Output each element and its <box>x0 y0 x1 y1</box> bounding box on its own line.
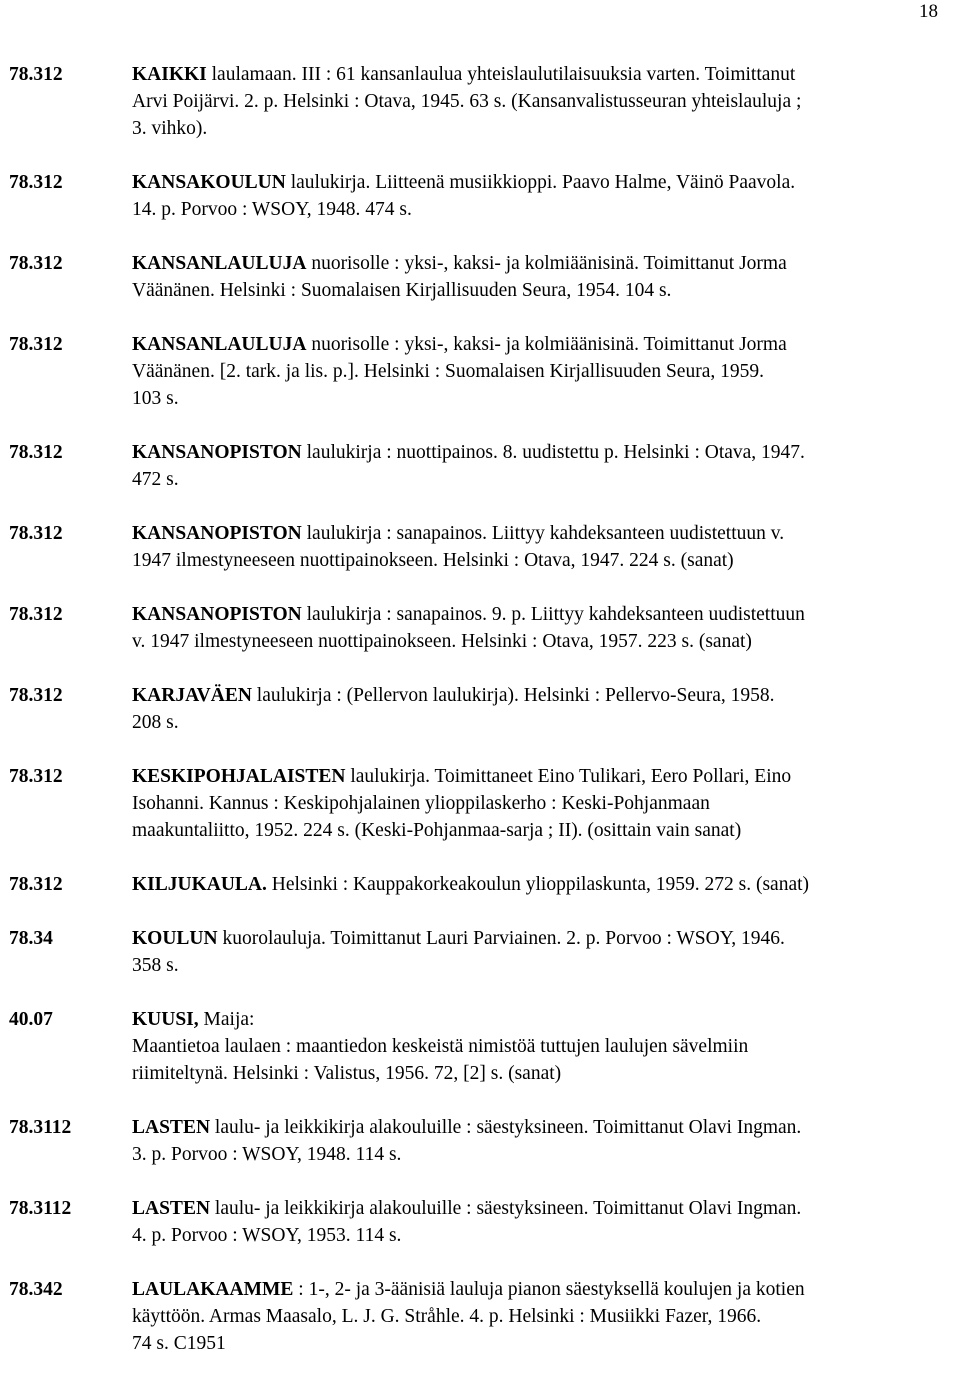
entry-heading: KOULUN <box>132 928 218 949</box>
entry-description: nuorisolle : yksi-, kaksi- ja kolmiäänisinä. Toimittanut Jorma <box>306 253 787 274</box>
entry-line <box>132 682 952 709</box>
entry-heading: KANSANLAULUJA <box>132 253 307 274</box>
entry-line: Maantietoa laulaen : maantiedon keskeistä nimistöä tuttujen laulujen sävelmiin <box>132 1036 749 1057</box>
entry-text <box>132 1195 952 1249</box>
entry-text <box>132 1006 952 1087</box>
entry-description: laulu- ja leikkikirja alakouluille : säestyksineen. Toimittanut Olavi Ingman. <box>210 1117 802 1138</box>
entry-heading: KANSANOPISTON <box>132 604 302 625</box>
entry-line <box>132 601 952 628</box>
entry-description: laulu- ja leikkikirja alakouluille : säestyksineen. Toimittanut Olavi Ingman. <box>210 1198 802 1219</box>
entry-description: : 1-, 2- ja 3-äänisiä lauluja pianon säestyksellä koulujen ja kotien <box>293 1279 805 1300</box>
catalog-entry <box>0 1114 960 1168</box>
entry-line <box>132 871 952 898</box>
page-number: 18 <box>919 1 938 22</box>
catalog-entry-list <box>0 61 960 1357</box>
catalog-entry <box>0 1006 960 1087</box>
entry-line: 103 s. <box>132 388 179 409</box>
entry-line: 74 s. C1951 <box>132 1333 226 1354</box>
entry-heading: KANSANOPISTON <box>132 442 302 463</box>
entry-description: laulamaan. III : 61 kansanlaulua yhteislaulutilaisuuksia varten. Toimittanut <box>206 64 796 85</box>
entry-line <box>132 169 952 196</box>
catalog-entry <box>0 601 960 655</box>
entry-text <box>132 925 952 979</box>
classification-number: 78.342 <box>9 1279 63 1300</box>
entry-text <box>132 871 952 898</box>
entry-heading: KUUSI, <box>132 1009 199 1030</box>
entry-description: laulukirja. Liitteenä musiikkioppi. Paavo Halme, Väinö Paavola. <box>285 172 796 193</box>
entry-line <box>132 331 952 358</box>
classification-number: 78.312 <box>9 442 63 463</box>
entry-line <box>132 520 952 547</box>
classification-number: 78.312 <box>9 874 63 895</box>
entry-text <box>132 169 952 223</box>
entry-description: laulukirja : nuottipainos. 8. uudistettu p. Helsinki : Otava, 1947. <box>301 442 805 463</box>
catalog-entry <box>0 520 960 574</box>
classification-number: 78.312 <box>9 685 63 706</box>
entry-text <box>132 520 952 574</box>
classification-number: 78.3112 <box>9 1117 72 1138</box>
catalog-entry <box>0 1195 960 1249</box>
entry-heading: KANSAKOULUN <box>132 172 286 193</box>
entry-description: laulukirja : sanapainos. Liittyy kahdeksanteen uudistettuun v. <box>301 523 785 544</box>
classification-number: 78.34 <box>9 928 53 949</box>
entry-description: kuorolauluja. Toimittanut Lauri Parviainen. 2. p. Porvoo : WSOY, 1946. <box>217 928 785 949</box>
entry-text <box>132 682 952 736</box>
entry-line <box>132 250 952 277</box>
entry-line: Isohanni. Kannus : Keskipohjalainen ylioppilaskerho : Keski-Pohjanmaan <box>132 793 710 814</box>
entry-heading: LASTEN <box>132 1198 211 1219</box>
classification-number: 78.312 <box>9 172 63 193</box>
classification-number: 78.312 <box>9 253 63 274</box>
classification-number: 78.3112 <box>9 1198 72 1219</box>
entry-text <box>132 1276 952 1357</box>
entry-heading: KANSANOPISTON <box>132 523 302 544</box>
entry-description: laulukirja. Toimittaneet Eino Tulikari, Eero Pollari, Eino <box>345 766 792 787</box>
catalog-entry <box>0 763 960 844</box>
entry-line: 472 s. <box>132 469 179 490</box>
entry-line: v. 1947 ilmestyneeseen nuottipainokseen. Helsinki : Otava, 1957. 223 s. (sanat) <box>132 631 752 652</box>
entry-heading: KARJAVÄEN <box>132 685 252 706</box>
entry-heading: LAULAKAAMME <box>132 1279 294 1300</box>
entry-line: 4. p. Porvoo : WSOY, 1953. 114 s. <box>132 1225 402 1246</box>
catalog-entry <box>0 250 960 304</box>
catalog-entry <box>0 925 960 979</box>
entry-text <box>132 439 952 493</box>
entry-line: Väänänen. [2. tark. ja lis. p.]. Helsinki : Suomalaisen Kirjallisuuden Seura, 1959. <box>132 361 764 382</box>
entry-line <box>132 439 952 466</box>
catalog-entry <box>0 871 960 898</box>
entry-line: Väänänen. Helsinki : Suomalaisen Kirjallisuuden Seura, 1954. 104 s. <box>132 280 672 301</box>
entry-line: 3. p. Porvoo : WSOY, 1948. 114 s. <box>132 1144 402 1165</box>
entry-line: 208 s. <box>132 712 179 733</box>
entry-line: 358 s. <box>132 955 179 976</box>
entry-description: Maija: <box>198 1009 255 1030</box>
classification-number: 78.312 <box>9 334 63 355</box>
entry-text <box>132 601 952 655</box>
entry-description: nuorisolle : yksi-, kaksi- ja kolmiäänisinä. Toimittanut Jorma <box>306 334 787 355</box>
entry-line <box>132 1276 952 1303</box>
entry-text <box>132 331 952 412</box>
entry-line <box>132 61 952 88</box>
entry-heading: LASTEN <box>132 1117 211 1138</box>
catalog-entry <box>0 1276 960 1357</box>
entry-heading: KILJUKAULA. <box>132 874 267 895</box>
entry-heading: KESKIPOHJALAISTEN <box>132 766 346 787</box>
catalog-entry <box>0 682 960 736</box>
entry-line <box>132 1195 952 1222</box>
classification-number: 78.312 <box>9 523 63 544</box>
entry-line: Arvi Poijärvi. 2. p. Helsinki : Otava, 1945. 63 s. (Kansanvalistusseuran yhteislauluja ; <box>132 91 802 112</box>
entry-line: maakuntaliitto, 1952. 224 s. (Keski-Pohjanmaa-sarja ; II). (osittain vain sanat) <box>132 820 742 841</box>
entry-line: 1947 ilmestyneeseen nuottipainokseen. Helsinki : Otava, 1947. 224 s. (sanat) <box>132 550 734 571</box>
entry-line: 14. p. Porvoo : WSOY, 1948. 474 s. <box>132 199 412 220</box>
entry-line: riimiteltynä. Helsinki : Valistus, 1956. 72, [2] s. (sanat) <box>132 1063 562 1084</box>
entry-line <box>132 925 952 952</box>
entry-heading: KAIKKI <box>132 64 207 85</box>
catalog-entry <box>0 439 960 493</box>
catalog-entry <box>0 331 960 412</box>
classification-number: 78.312 <box>9 766 63 787</box>
entry-heading: KANSANLAULUJA <box>132 334 307 355</box>
entry-line <box>132 1114 952 1141</box>
entry-line: 3. vihko). <box>132 118 208 139</box>
entry-text <box>132 250 952 304</box>
classification-number: 40.07 <box>9 1009 53 1030</box>
entry-description: laulukirja : sanapainos. 9. p. Liittyy kahdeksanteen uudistettuun <box>301 604 805 625</box>
entry-line <box>132 763 952 790</box>
classification-number: 78.312 <box>9 604 63 625</box>
classification-number: 78.312 <box>9 64 63 85</box>
entry-text <box>132 763 952 844</box>
entry-text <box>132 61 952 142</box>
entry-text <box>132 1114 952 1168</box>
entry-line <box>132 1006 952 1033</box>
entry-description: laulukirja : (Pellervon laulukirja). Helsinki : Pellervo-Seura, 1958. <box>251 685 775 706</box>
catalog-entry <box>0 169 960 223</box>
entry-line: käyttöön. Armas Maasalo, L. J. G. Stråhle. 4. p. Helsinki : Musiikki Fazer, 1966. <box>132 1306 762 1327</box>
catalog-entry <box>0 61 960 142</box>
entry-description: Helsinki : Kauppakorkeakoulun ylioppilaskunta, 1959. 272 s. (sanat) <box>266 874 810 895</box>
